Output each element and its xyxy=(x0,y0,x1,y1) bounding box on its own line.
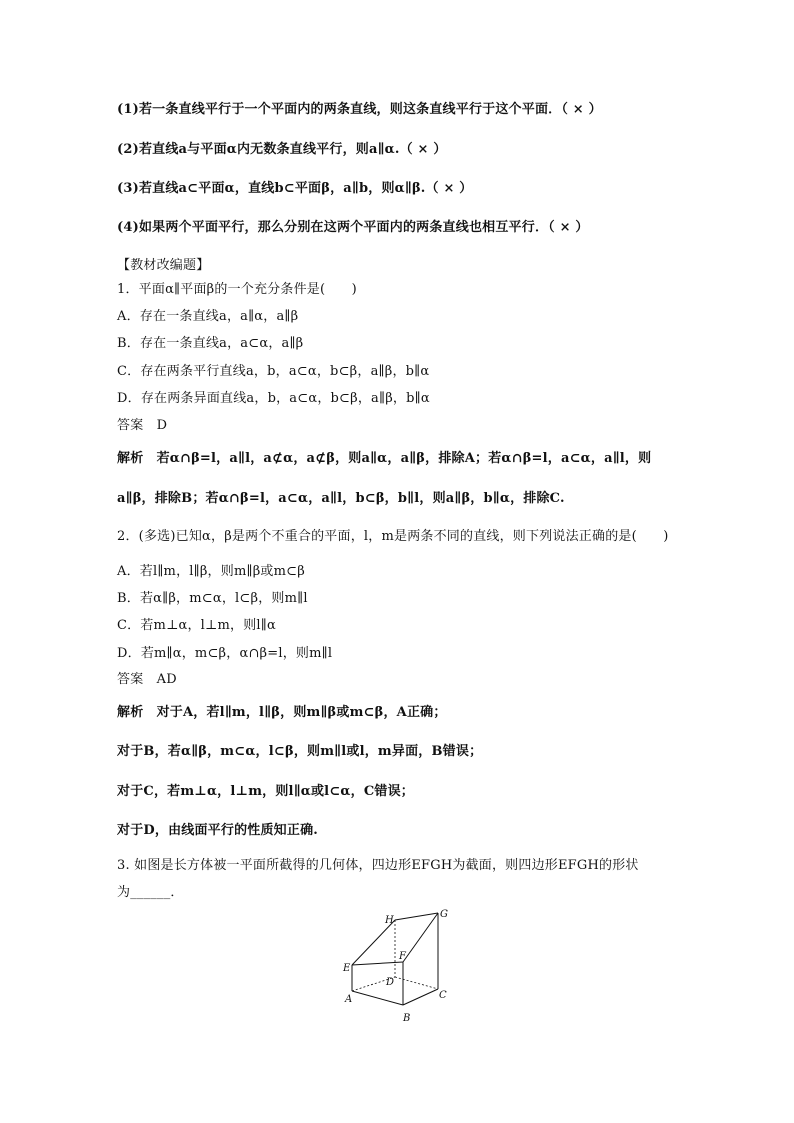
q1-option-c: C．存在两条平行直线a，b，a⊂α，b⊂β，a∥β，b∥α xyxy=(117,364,430,379)
q1-option-d: D．存在两条异面直线a，b，a⊂α，b⊂β，a∥β，b∥α xyxy=(117,391,430,406)
q2-analysis-line4: 对于D，由线面平行的性质知正确. xyxy=(117,823,318,838)
q2-option-d: D．若m∥α，m⊂β，α∩β=l，则m∥l xyxy=(117,646,333,661)
q2-stem: 2．(多选)已知α，β是两个不重合的平面，l，m是两条不同的直线，则下列说法正确的是( ) xyxy=(117,529,669,544)
q1-stem: 1．平面α∥平面β的一个充分条件是( ) xyxy=(117,282,357,297)
q2-analysis-line2: 对于B，若α∥β，m⊂α，l⊂β，则m∥l或l，m异面，B错误； xyxy=(117,744,483,759)
judgment-2: (2)若直线a与平面α内无数条直线平行，则a∥α.（ × ） xyxy=(117,142,447,157)
label-d: D xyxy=(386,977,395,988)
q2-answer: 答案 AD xyxy=(117,672,177,687)
q1-analysis-line2: a∥β，排除B；若α∩β=l，a⊂α，a∥l，b⊂β，b∥l，则a∥β，b∥α，排除C. xyxy=(117,491,565,506)
q1-option-b: B．存在一条直线a，a⊂α，a∥β xyxy=(117,336,304,351)
label-b: B xyxy=(403,1013,411,1024)
q3-stem-line1: 3. 如图是长方体被一平面所截得的几何体，四边形EFGH为截面，则四边形EFGH的形状 xyxy=(117,858,639,873)
label-f: F xyxy=(399,951,406,962)
judgment-1: (1)若一条直线平行于一个平面内的两条直线，则这条直线平行于这个平面．（ × ） xyxy=(117,102,602,117)
q2-option-c: C．若m⊥α，l⊥m，则l∥α xyxy=(117,618,276,633)
label-c: C xyxy=(439,990,447,1001)
q1-option-a: A．存在一条直线a，a∥α，a∥β xyxy=(117,309,299,324)
label-h: H xyxy=(385,915,394,926)
q2-option-b: B．若α∥β，m⊂α，l⊂β，则m∥l xyxy=(117,591,308,606)
label-e: E xyxy=(343,963,351,974)
judgment-3: (3)若直线a⊂平面α，直线b⊂平面β，a∥b，则α∥β.（ × ） xyxy=(117,181,473,196)
q2-analysis-line3: 对于C，若m⊥α，l⊥m，则l∥α或l⊂α，C错误； xyxy=(117,784,414,799)
q2-option-a: A．若l∥m，l∥β，则m∥β或m⊂β xyxy=(117,564,305,579)
q2-analysis-line1: 解析 对于A，若l∥m，l∥β，则m∥β或m⊂β，A正确； xyxy=(117,705,447,720)
section-tag: 【教材改编题】 xyxy=(117,258,210,273)
q3-stem-line2: 为______． xyxy=(117,885,184,900)
geometry-figure xyxy=(330,905,460,1030)
judgment-4: (4)如果两个平面平行，那么分别在这两个平面内的两条直线也相互平行．（ × ） xyxy=(117,220,589,235)
label-g: G xyxy=(440,909,448,920)
q1-analysis-line1: 解析 若α∩β=l，a∥l，a⊄α，a⊄β，则a∥α，a∥β，排除A；若α∩β=l，a⊂α，a∥l，则 xyxy=(117,451,652,466)
label-a: A xyxy=(345,994,353,1005)
figure-solid-edges xyxy=(352,913,438,1005)
q1-answer: 答案 D xyxy=(117,418,168,433)
